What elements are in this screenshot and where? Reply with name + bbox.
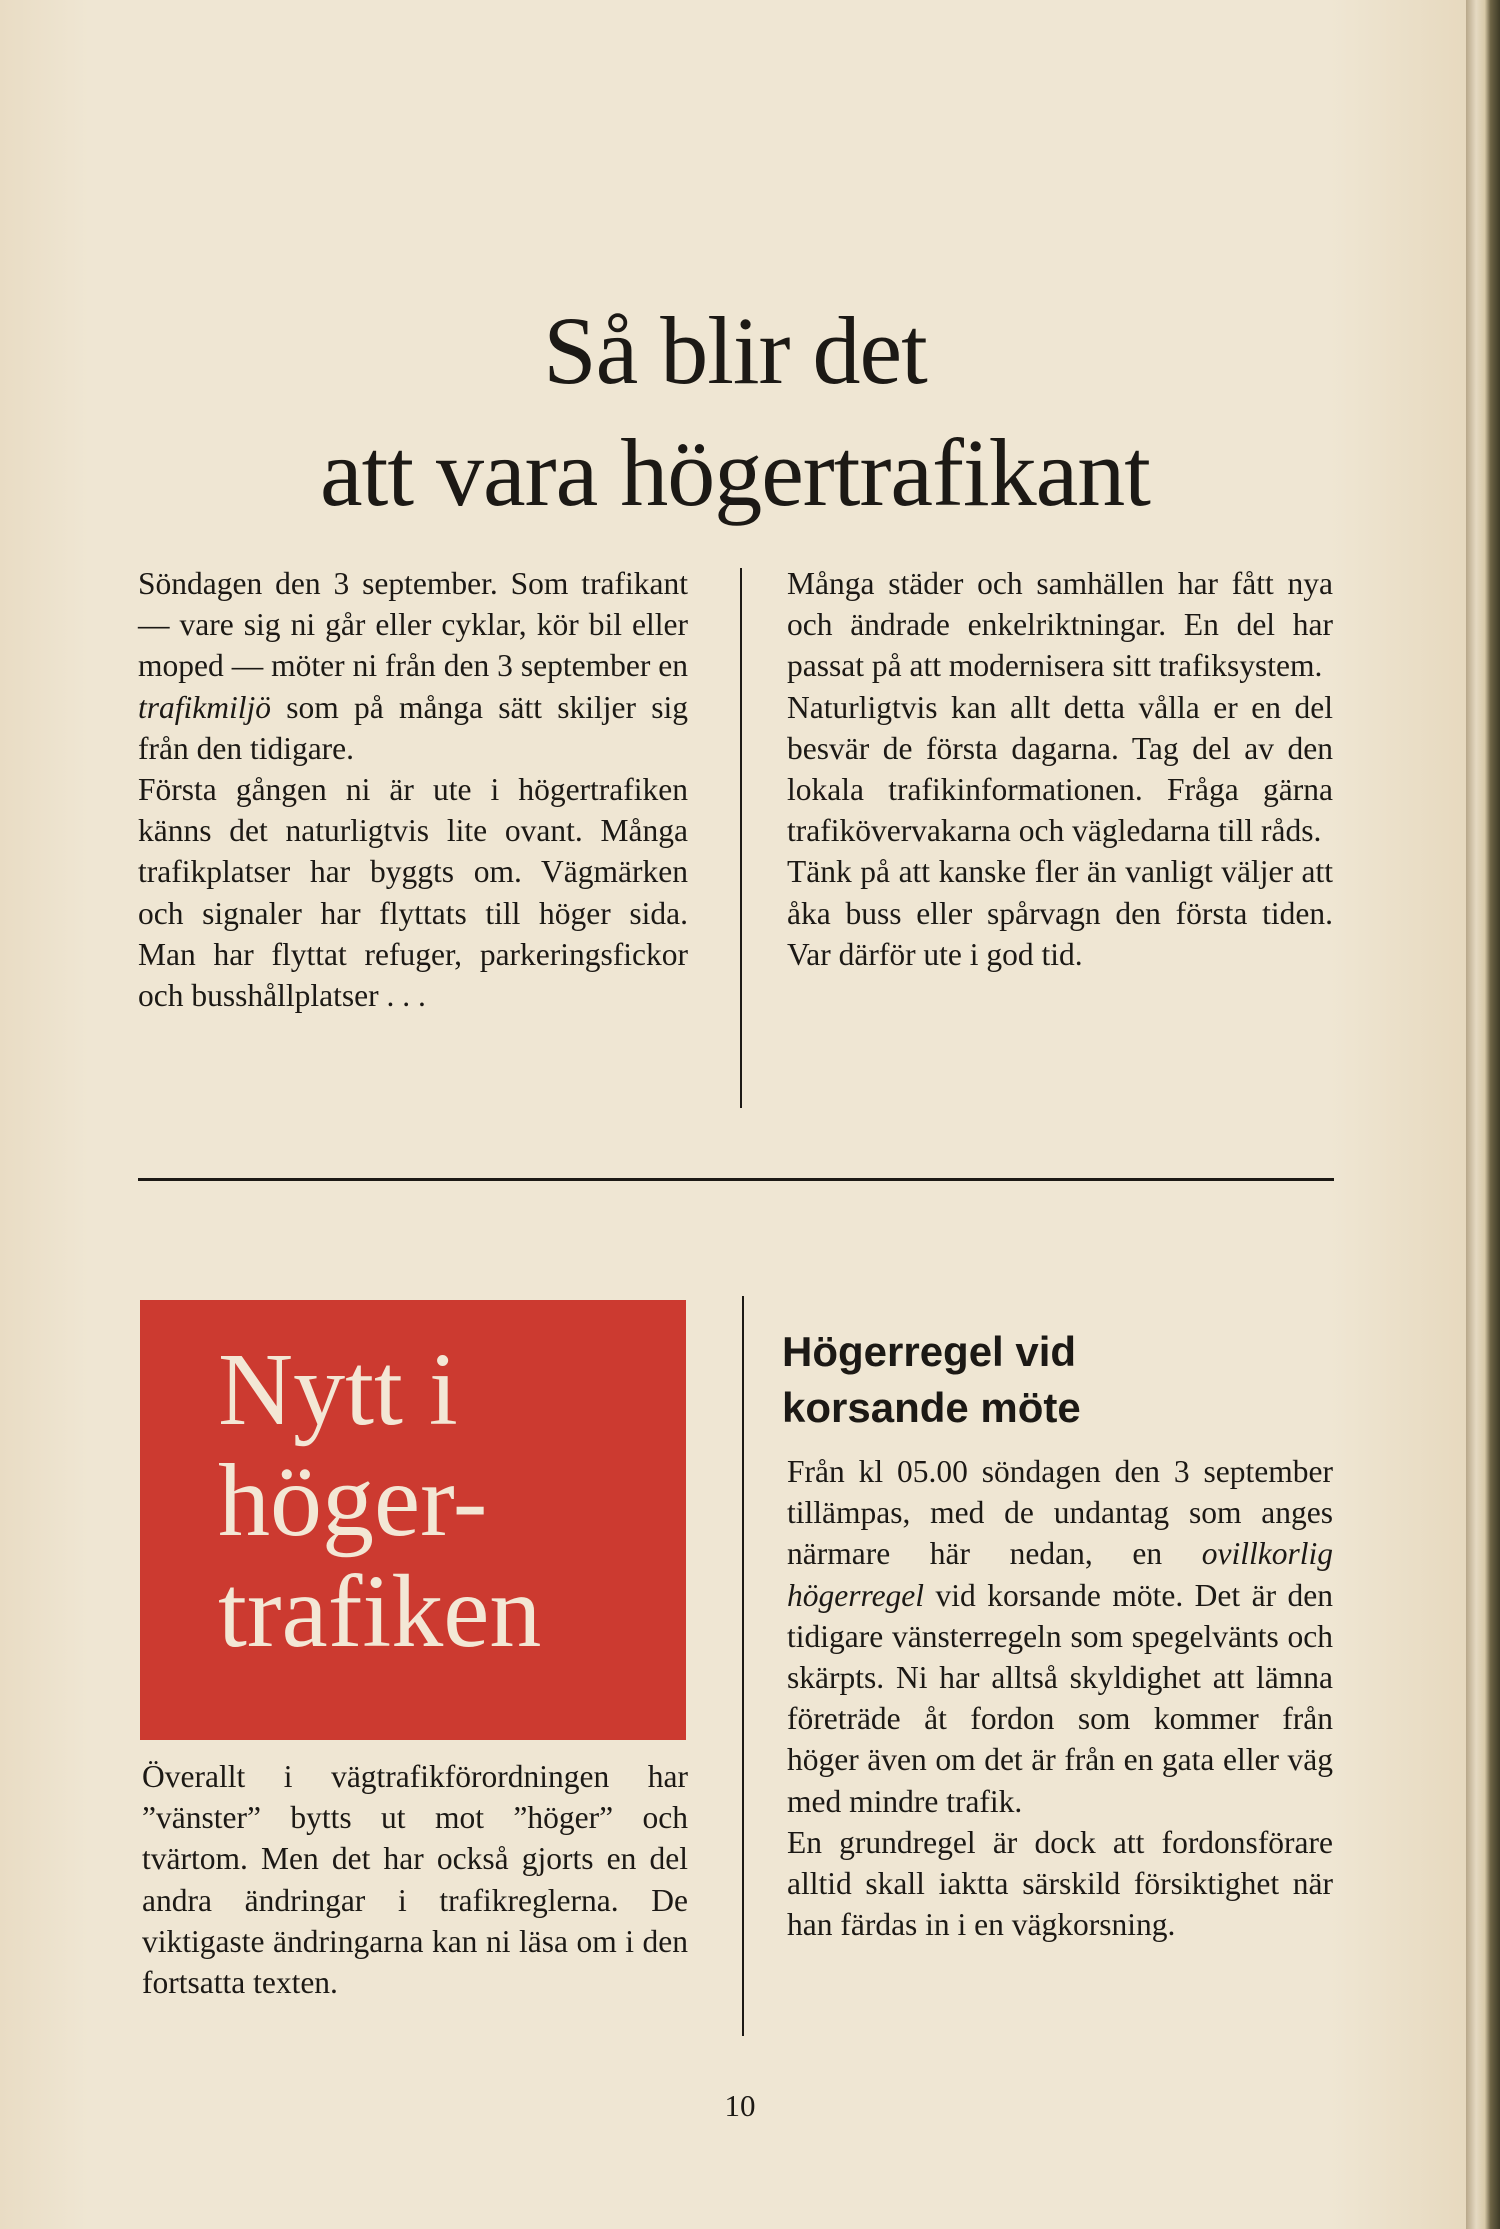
page-number: 10 — [724, 2088, 756, 2123]
section-body — [787, 1451, 1333, 1945]
section-heading-line-2: korsande möte — [782, 1383, 1081, 1431]
section-emphasis: ovillkorlig högerregel — [787, 1536, 1333, 1613]
box-title-line-3: trafiken — [218, 1554, 542, 1669]
title-line-2: att vara högertrafikant — [320, 419, 1150, 527]
section-text: vid korsande möte. Det är den tidigare vänsterregeln som spegelvänts och skärpts. Ni har alltså skyldighet att lämna företräde åt fordon som kommer från höger även om det är från en gata eller väg med mindre trafik. — [787, 1577, 1333, 1819]
box-title — [218, 1334, 678, 1667]
intro-paragraph-5: Tänk på att kanske fler än vanligt väljer att åka buss eller spårvagn den första tiden. Var därför ute i god tid. — [787, 854, 1333, 972]
box-body-text — [142, 1756, 688, 2003]
column-divider-top — [740, 568, 742, 1108]
box-title-line-2: höger- — [218, 1443, 488, 1558]
intro-column-right — [787, 563, 1333, 975]
intro-emphasis: trafikmiljö — [138, 689, 271, 725]
intro-paragraph-4: Naturligtvis kan allt detta vålla er en del besvär de första dagarna. Tag del av den lokala trafikinformationen. Fråga gärna trafikövervakarna och vägledarna till råds. — [787, 689, 1333, 849]
section-heading-line-1: Högerregel vid — [782, 1327, 1077, 1375]
intro-text: Söndagen den 3 september. Som trafikant — vare sig ni går eller cyklar, kör bil eller moped — möter ni från den 3 september en — [138, 566, 688, 684]
intro-paragraph-2: Första gången ni är ute i högertrafiken känns det naturligtvis lite ovant. Många trafikplatser har byggts om. Vägmärken och signaler har flyttats till höger sida. Man har flyttat refuger, parkeringsfickor och busshållplatser . . . — [138, 772, 688, 1014]
box-title-line-1: Nytt i — [218, 1332, 458, 1447]
section-paragraph-1 — [787, 1451, 1333, 1822]
box-paragraph: Överallt i vägtrafikförordningen har ”vänster” bytts ut mot ”höger” och tvärtom. Men det har också gjorts en del andra ändringar i trafikreglerna. De viktigaste ändringarna kan ni läsa om i den fortsatta texten. — [142, 1759, 688, 2001]
intro-paragraph-3: Många städer och samhällen har fått nya och ändrade enkelriktningar. En del har passat på att modernisera sitt trafiksystem. — [787, 566, 1333, 684]
intro-column-left — [138, 563, 688, 1016]
page-title — [120, 290, 1350, 534]
intro-text: som på många sätt skiljer sig från den tidigare. — [138, 689, 688, 766]
column-divider-bottom — [742, 1296, 744, 2036]
section-divider — [138, 1178, 1334, 1181]
section-paragraph-2: En grundregel är dock att fordonsförare alltid skall iaktta särskild försiktighet när han färdas in i en vägkorsning. — [787, 1824, 1333, 1943]
title-line-1: Så blir det — [543, 297, 927, 405]
section-text: Från kl 05.00 söndagen den 3 september tillämpas, med de undantag som anges närmare här nedan, en — [787, 1454, 1333, 1572]
page-edge — [1466, 0, 1500, 2229]
intro-paragraph-1 — [138, 563, 688, 769]
section-heading — [782, 1324, 1322, 1436]
